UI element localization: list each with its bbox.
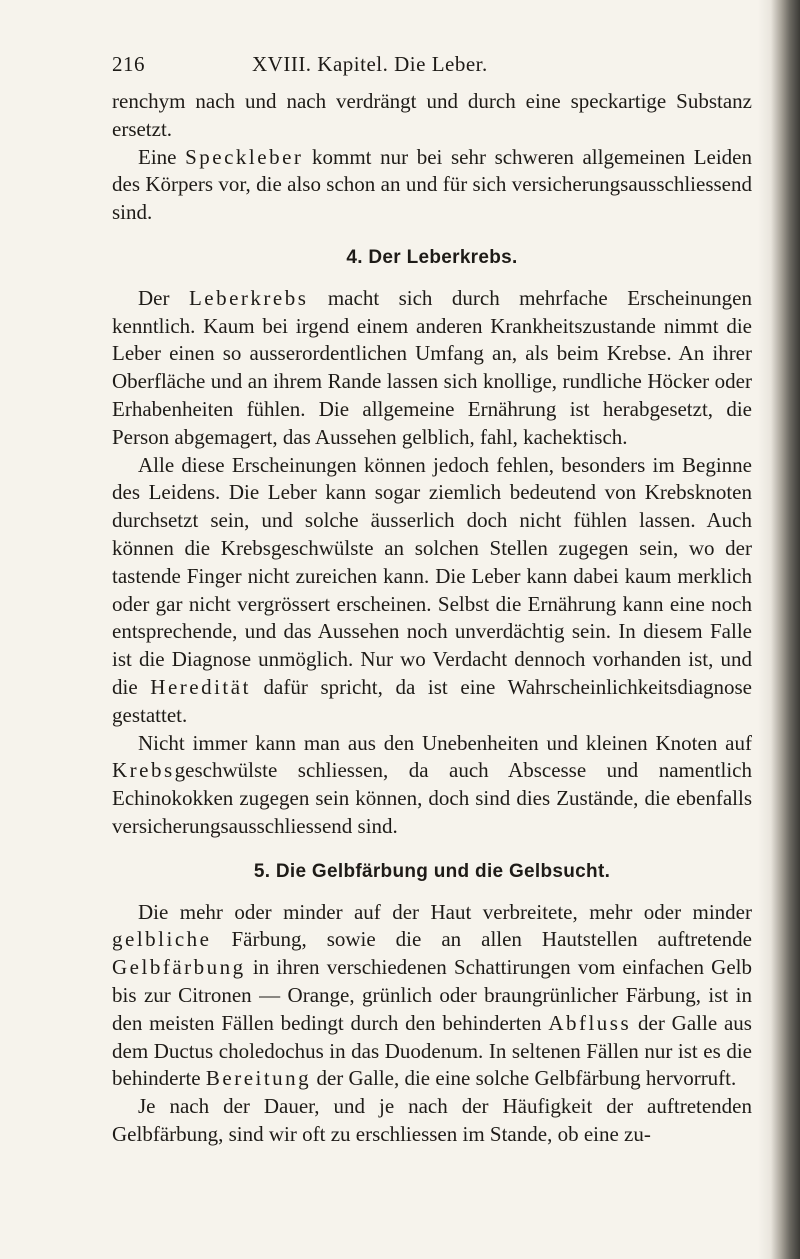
paragraph-continuation: renchym nach und nach verdrängt und durch eine speckartige Substanz ersetzt. [112,89,752,141]
paragraph-leberkrebs-symptoms: Alle diese Erscheinungen können jedoch fehlen, besonders im Beginne des Leidens. Die Leber kann sogar ziemlich bedeutend von Krebsknoten durchsetzt sein, und solche äusserlich doch nicht fühlen lassen. Auch können die Krebsgeschwülste an solchen Stellen zugegen sein, wo der tastende Finger nicht zureichen kann. Die Leber kann dabei kaum merklich oder gar nicht vergrössert erscheinen. Selbst die Ernährung kann eine noch entsprechende, und das Aussehen noch unverdächtig sein. In diesem Falle ist die Diagnose unmöglich. Nur wo Verdacht dennoch vorhanden ist, und die Heredität dafür spricht, da ist eine Wahrscheinlichkeitsdiagnose gestattet. [112,452,753,727]
paragraph-leberkrebs-intro: Der Leberkrebs macht sich durch mehrfache Erscheinungen kenntlich. Kaum bei irgend einem anderen Krankheitszustande nimmt die Leber einen so ausserordentlichen Umfang an, als beim Krebse. An ihrer Oberfläche und an ihrem Rande lassen sich knollige, rundliche Höcker oder Erhabenheiten fühlen. Die allgemeine Ernährung ist herabgesetzt, die Person abgemagert, das Aussehen gelblich, fahl, kachektisch. [112,285,752,449]
section-heading-gelbsucht: 5. Die Gelbfärbung und die Gelbsucht. [253,860,611,882]
paragraph-leberkrebs-knoten: Nicht immer kann man aus den Unebenheiten und kleinen Knoten auf Krebsgeschwülste schliessen, da auch Abscesse und namentlich Echinokokken zugegen sein können, doch sind dies Zustände, die ebenfalls versicherungsausschliessend sind. [112,730,752,838]
paragraph-dauer: Je nach der Dauer, und je nach der Häufigkeit der auftretenden Gelbfärbung, sind wir oft zu erschliessen im Stande, ob eine zu- [112,1094,752,1146]
spaced-term: Krebs [112,758,175,783]
spaced-term: Speckleber [185,144,304,169]
page-number: 216 [112,52,145,76]
section-heading-leberkrebs: 4. Der Leberkrebs. [346,246,518,268]
paragraph-speckleber: Eine Speckleber kommt nur bei sehr schweren allgemeinen Leiden des Körpers vor, die also schon an und für sich versicherungsausschliessend sind. [112,144,752,225]
chapter-title: XVIII. Kapitel. Die Leber. [252,52,488,76]
spaced-term: gelbliche [112,927,212,952]
spaced-term: Leberkrebs [188,285,309,310]
spaced-term: Abfluss [548,1010,632,1035]
body-text [112,88,752,1149]
book-binding-edge [758,0,800,1259]
paragraph-gelbfaerbung: Die mehr oder minder auf der Haut verbreitete, mehr oder minder gelbliche Färbung, sowie die an allen Hautstellen auftretende Gelbfärbung in ihren verschiedenen Schattirungen vom einfachen Gelb bis zur Citronen — Orange, grünlich oder braungrünlicher Färbung, ist in den meisten Fällen bedingt durch den behinderten Abfluss der Galle aus dem Ductus choledochus in das Duodenum. In seltenen Fällen nur ist es die behinderte Bereitung der Galle, die eine solche Gelbfärbung hervorruft. [112,899,752,1091]
spaced-term: Bereitung [205,1066,312,1091]
spaced-term: Gelbfärbung [112,955,246,980]
spaced-term: Heredität [150,674,251,699]
